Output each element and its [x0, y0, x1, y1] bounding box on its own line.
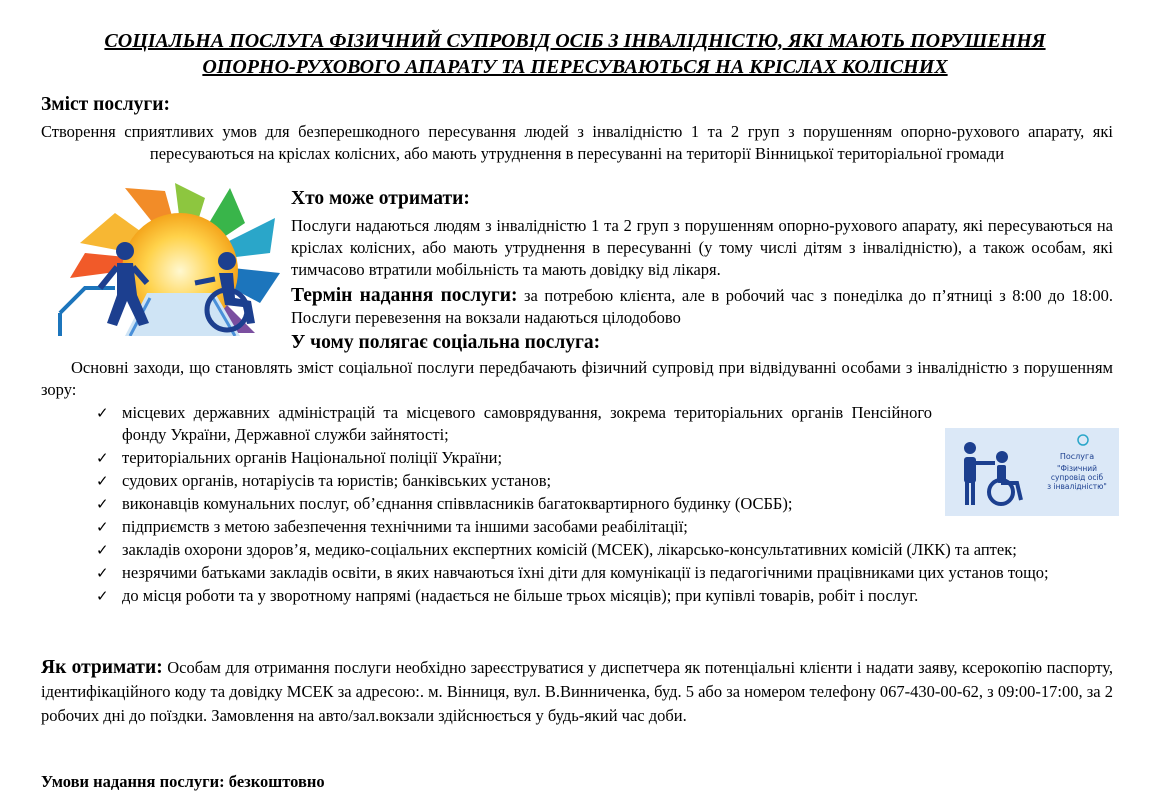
page-title [30, 28, 1120, 80]
service-card-line1: Послуга [1059, 452, 1095, 461]
check-icon: ✓ [96, 587, 109, 605]
conditions-text: Умови надання послуги: безкоштовно [41, 772, 325, 791]
check-icon: ✓ [96, 518, 109, 536]
sun-disability-logo [55, 183, 283, 336]
service-card [945, 428, 1119, 516]
list-item: ✓ виконавців комунальних послуг, об’єднання співвласників багатоквартирного будинку (ОСББ); [96, 494, 793, 513]
how-text: Особам для отримання послуги необхідно зареєструватися у диспетчера як потенціальні клієнти і надати заяву, ксерокопію паспорту, ідентифікаційного коду та довідку МСЕК за адресою:. м. Вінниця, вул. В.Винниченка, буд. 5 або за номером телефону 067-430-00-62, з 09:00-17:00, за 2 робочих дні до поїздки. Замовлення на авто/зал.вокзали здійснюється у будь-який час доби. [41, 658, 1113, 725]
term-heading: Термін надання послуги: [291, 285, 518, 306]
how-block [41, 656, 1113, 728]
what-heading: У чому полягає соціальна послуга: [291, 332, 601, 353]
list-item: ✓ закладів охорони здоров’я, медико-соціальних експертних комісій (МСЕК), лікарсько-консультативних комісій (ЛКК) та аптек; [96, 540, 1017, 559]
term-text: за потребою клієнта, але в робочий час з понеділка до п’ятниці з 8:00 до 18:00. Послуги перевезення на вокзали надаються цілодобово [291, 286, 1113, 327]
list-item: ✓ територіальних органів Національної поліції України; [96, 448, 503, 467]
list-item: ✓ до місця роботи та у зворотному напрямі (надається не більше трьох місяців); при купівлі товарів, робіт і послуг. [96, 586, 919, 605]
check-icon: ✓ [96, 495, 109, 513]
who-heading: Хто може отримати: [291, 188, 470, 209]
term-block [291, 285, 1113, 329]
check-icon: ✓ [96, 404, 109, 422]
list-item: ✓ підприємств з метою забезпечення технічними та іншими засобами реабілітації; [96, 517, 688, 536]
how-heading: Як отримати: [41, 657, 163, 678]
who-text: Послуги надаються людям з інвалідністю 1 та 2 груп з порушенням опорно-рухового апарату, які пересуваються на кріслах колісних, або мають утруднення в пересуванні (у тому числі дітям з інвалідністю), а також особам, які тимчасово втратили мобільність та мають довідку від лікаря. [291, 216, 1113, 279]
content-heading: Зміст послуги: [41, 94, 171, 115]
service-card-line2: "Фізичний [1057, 464, 1097, 473]
title-line-2: ОПОРНО-РУХОВОГО АПАРАТУ ТА ПЕРЕСУВАЮТЬСЯ НА КРІСЛАХ КОЛІСНИХ [202, 56, 948, 78]
content-text: Створення сприятливих умов для безперешкодного пересування людей з інвалідністю 1 та 2 груп з порушенням опорно-рухового апарату, які пересуваються на кріслах колісних, або мають утруднення в пересуванні на території Вінницької територіальної громади [41, 122, 1113, 163]
what-intro: Основні заходи, що становлять зміст соціальної послуги передбачають фізичний супровід при відвідуванні особами з інвалідністю з порушенням зору: [41, 358, 1113, 399]
list-item: ✓ судових органів, нотаріусів та юристів; банківських установ; [96, 471, 552, 490]
service-card-line4: з інвалідністю" [1047, 482, 1107, 491]
sun-disability-logo-icon [55, 183, 283, 336]
service-card-text [1040, 452, 1114, 491]
service-card-line3: супровід осіб [1050, 473, 1104, 482]
check-icon: ✓ [96, 449, 109, 467]
check-icon: ✓ [96, 564, 109, 582]
title-line-1: СОЦІАЛЬНА ПОСЛУГА ФІЗИЧНИЙ СУПРОВІД ОСІБ З ІНВАЛІДНІСТЮ, ЯКІ МАЮТЬ ПОРУШЕННЯ [104, 30, 1046, 52]
list-item: ✓ незрячими батьками закладів освіти, в яких навчаються їхні діти для комунікації із педагогічними працівниками цих установ тощо; [96, 563, 1049, 582]
check-icon: ✓ [96, 472, 109, 490]
check-icon: ✓ [96, 541, 109, 559]
list-item: ✓ місцевих державних адміністрацій та місцевого самоврядування, зокрема територіальних органів Пенсійного фонду України, Державної служби зайнятості; [96, 403, 932, 444]
